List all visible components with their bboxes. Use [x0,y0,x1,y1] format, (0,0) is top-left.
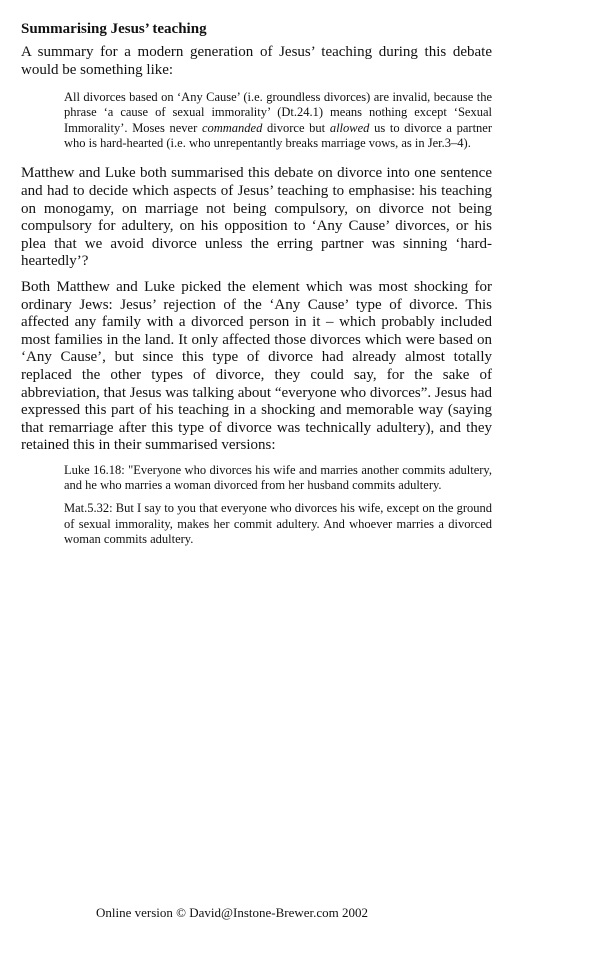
summary-quote-text-3: us to divorce a partner who is hard-hearted (i.e. who unrepentantly breaks marriage vows, as in Jer.3–4). [64,120,492,151]
summary-block-quote [64,90,492,151]
quote-luke-16-18: Luke 16.18: "Everyone who divorces his wife and marries another commits adultery, and he who marries a woman divorced from her husband commits adultery. [64,462,492,493]
summary-quote-text-1: All divorces based on ‘Any Cause’ (i.e. groundless divorces) are invalid, because the phrase ‘a cause of sexual immorality’ (Dt.24.1) means nothing except ‘Sexual Immorality’. Moses never [64,90,492,135]
quote-matthew-5-32: Mat.5.32: But I say to you that everyone who divorces his wife, except on the ground of sexual immorality, makes her commit adultery. And whoever marries a divorced woman commits adultery. [64,501,492,547]
page-footer: Online version © David@Instone-Brewer.com 2002 [96,905,369,920]
paragraph-shocking-element: Both Matthew and Luke picked the element which was most shocking for ordinary Jews: Jesus’ rejection of the ‘Any Cause’ type of divorce. This affected any family with a divorced person in it – which probably included most families in the land. It only affected those divorces which were based on ‘Any Cause’, but since this type of divorce had already almost totally replaced the other types of divorce, they could say, for the sake of abbreviation, that Jesus was talking about “everyone who divorces”. Jesus had expressed this part of his teaching in a shocking and memorable way (saying that remarriage after this type of divorce was technically adultery), and they retained this in their summarised versions: [21,278,492,454]
section-heading: Summarising Jesus’ teaching [21,21,207,37]
summary-quote-text-2: divorce but [262,120,330,135]
intro-paragraph: A summary for a modern generation of Jesus’ teaching during this debate would be something like: [21,44,492,78]
summary-quote-emphasis-allowed: allowed [329,120,370,135]
paragraph-matthew-luke-summary: Matthew and Luke both summarised this debate on divorce into one sentence and had to decide which aspects of Jesus’ teaching to emphasise: his teaching on monogamy, on marriage not being compulsory, on divorce not being compulsory for adultery, on his opposition to ‘Any Cause’ divorces, or his plea that we avoid divorce unless the erring partner was sinning ‘hard-heartedly’? [21,165,492,270]
document-body [21,20,492,555]
summary-quote-emphasis-commanded: commanded [201,120,263,135]
